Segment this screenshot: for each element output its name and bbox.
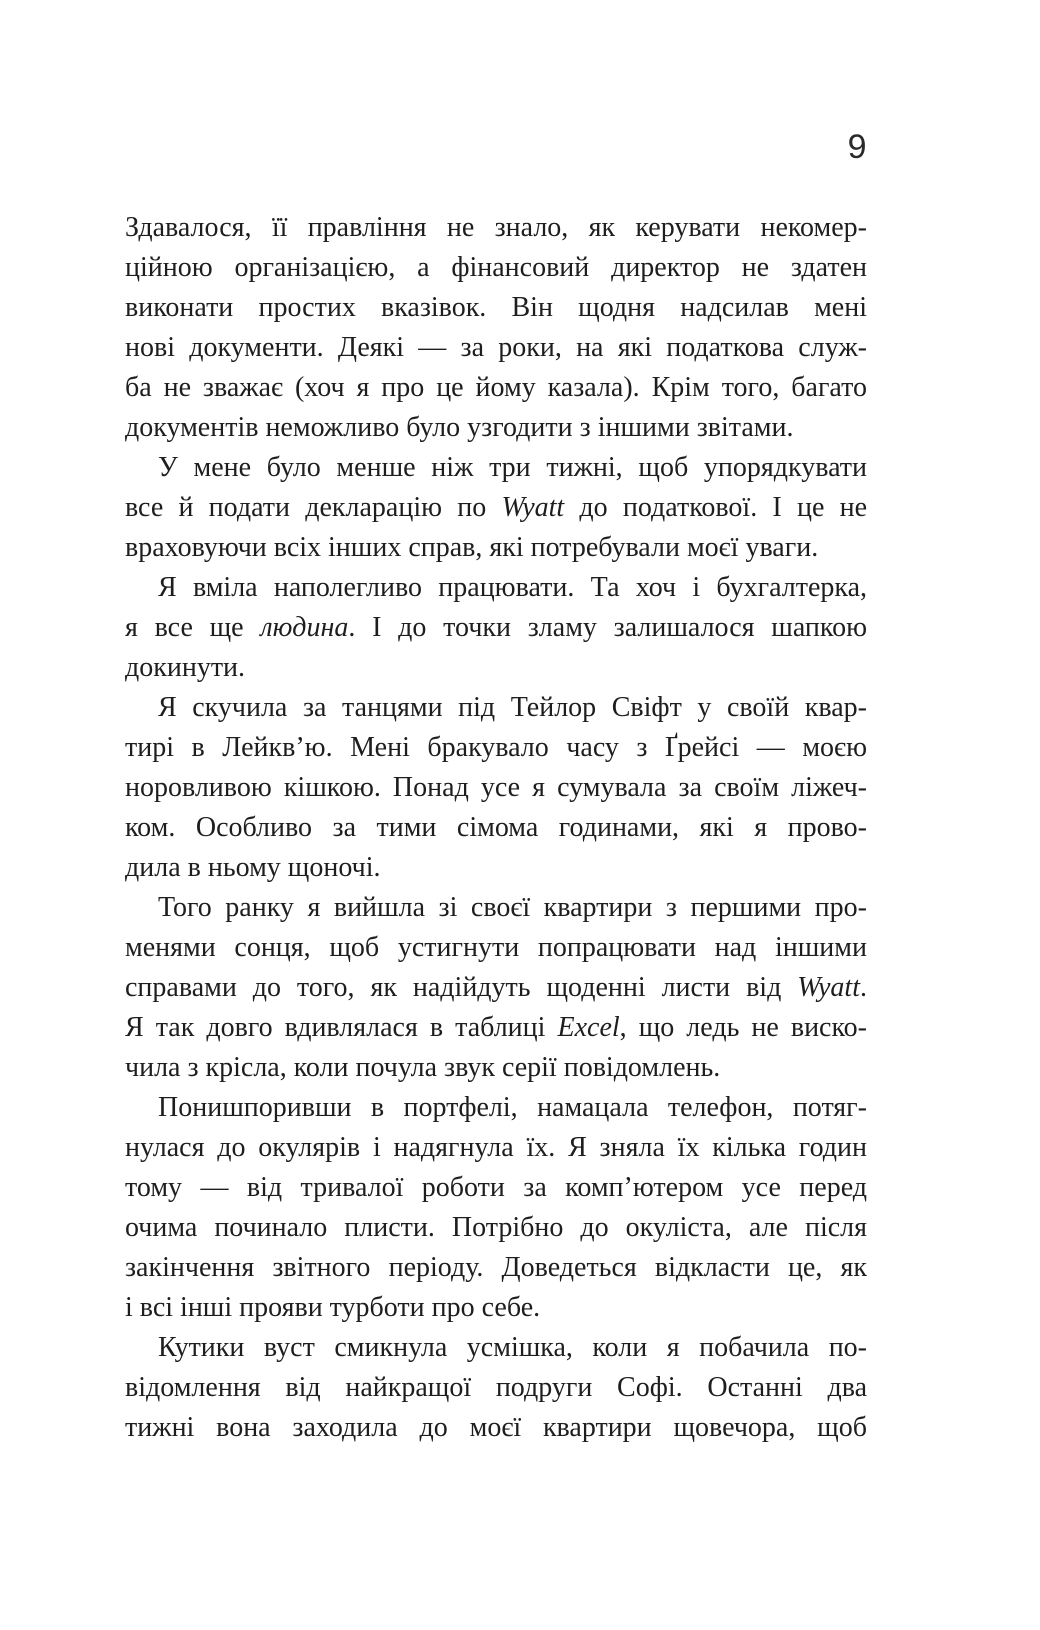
text-run: все й подати декларацію по — [125, 492, 502, 523]
italic-text-run: Excel — [557, 1012, 620, 1043]
text-run: Я вміла наполегливо працювати. Та хоч і бухгалтерка, — [158, 572, 867, 603]
text-run: відомлення від найкращої подруги Софі. Останні два — [125, 1372, 867, 1403]
italic-text-run: Wyatt — [797, 972, 860, 1003]
paragraph — [125, 208, 867, 448]
text-run: Понишпоривши в портфелі, намацала телефон, потяг- — [158, 1092, 867, 1123]
text-line — [125, 1088, 867, 1128]
text-line — [125, 248, 867, 288]
text-run: справами до того, як надійдуть щоденні листи від — [125, 972, 798, 1003]
paragraph — [125, 888, 867, 1088]
text-line — [125, 408, 867, 448]
text-run: нулася до окулярів і надягнула їх. Я зняла їх кілька годин — [125, 1132, 867, 1163]
text-line — [125, 1248, 867, 1288]
text-run: тирі в Лейкв’ю. Мені бракувало часу з Ґрейсі — моєю — [125, 732, 867, 763]
text-run: і всі інші прояви турботи про себе. — [125, 1292, 541, 1323]
text-run: Я так довго вдивлялася в таблиці — [125, 1012, 558, 1043]
text-line — [125, 488, 867, 528]
paragraph — [125, 568, 867, 688]
text-run: Кутики вуст смикнула усмішка, коли я побачила по- — [158, 1332, 867, 1363]
text-line — [125, 1048, 867, 1088]
text-run: тому — від тривалої роботи за комп’ютером усе перед — [125, 1172, 867, 1203]
text-line — [125, 208, 867, 248]
text-line — [125, 968, 867, 1008]
text-line — [125, 608, 867, 648]
text-line — [125, 888, 867, 928]
text-run: . І до точки зламу залишалося шапкою — [348, 612, 868, 643]
italic-text-run: людина — [260, 612, 349, 643]
text-run: до податкової. І це не — [564, 492, 868, 523]
text-line — [125, 528, 867, 568]
paragraph — [125, 688, 867, 888]
text-line — [125, 1128, 867, 1168]
text-run: закінчення звітного періоду. Доведеться відкласти це, як — [125, 1252, 867, 1283]
page-number: 9 — [847, 128, 867, 166]
text-line — [125, 1168, 867, 1208]
italic-text-run: Wyatt — [501, 492, 565, 523]
text-line — [125, 848, 867, 888]
text-line — [125, 1208, 867, 1248]
text-line — [125, 448, 867, 488]
text-run: менями сонця, щоб устигнути попрацювати над іншими — [125, 932, 867, 963]
text-run: ба не зважає (хоч я про це йому казала). Крім того, багато — [125, 372, 867, 403]
text-line — [125, 568, 867, 608]
text-line — [125, 688, 867, 728]
text-run: Я скучила за танцями під Тейлор Свіфт у своїй квар- — [158, 692, 867, 723]
text-run: ком. Особливо за тими сімома годинами, які я прово- — [125, 812, 867, 843]
text-line — [125, 1288, 867, 1328]
text-line — [125, 288, 867, 328]
text-line — [125, 328, 867, 368]
paragraph — [125, 448, 867, 568]
text-run: документів неможливо було узгодити з іншими звітами. — [125, 412, 794, 443]
text-run: У мене було менше ніж три тижні, щоб упорядкувати — [158, 452, 867, 483]
text-line — [125, 648, 867, 688]
text-line — [125, 1008, 867, 1048]
text-run: виконати простих вказівок. Він щодня надсилав мені — [125, 292, 867, 323]
text-line — [125, 1368, 867, 1408]
text-run: Здавалося, її правління не знало, як керувати некомер- — [125, 212, 867, 243]
text-line — [125, 928, 867, 968]
text-line — [125, 1328, 867, 1368]
text-run: норовливою кішкою. Понад усе я сумувала за своїм ліжеч- — [125, 772, 867, 803]
text-run: тижні вона заходила до моєї квартири щовечора, щоб — [125, 1412, 867, 1443]
text-line — [125, 768, 867, 808]
text-line — [125, 808, 867, 848]
text-run: дила в ньому щоночі. — [125, 852, 381, 883]
text-run: нові документи. Деякі — за роки, на які податкова служ- — [125, 332, 867, 363]
text-run: враховуючи всіх інших справ, які потребували моєї уваги. — [125, 532, 819, 563]
text-run: . — [860, 972, 867, 1003]
text-line — [125, 368, 867, 408]
text-line — [125, 1408, 867, 1448]
text-run: очима починало плисти. Потрібно до окуліста, але після — [125, 1212, 867, 1243]
text-line — [125, 728, 867, 768]
text-run: , що ледь не виско- — [619, 1012, 867, 1043]
paragraph — [125, 1328, 867, 1448]
text-run: докинути. — [125, 652, 246, 683]
paragraph — [125, 1088, 867, 1328]
text-block — [125, 208, 867, 1448]
text-run: я все ще — [125, 612, 261, 643]
text-run: Того ранку я вийшла зі своєї квартири з першими про- — [158, 892, 867, 923]
text-run: ційною організацією, а фінансовий директор не здатен — [125, 252, 867, 283]
text-run: чила з крісла, коли почула звук серії повідомлень. — [125, 1052, 721, 1083]
